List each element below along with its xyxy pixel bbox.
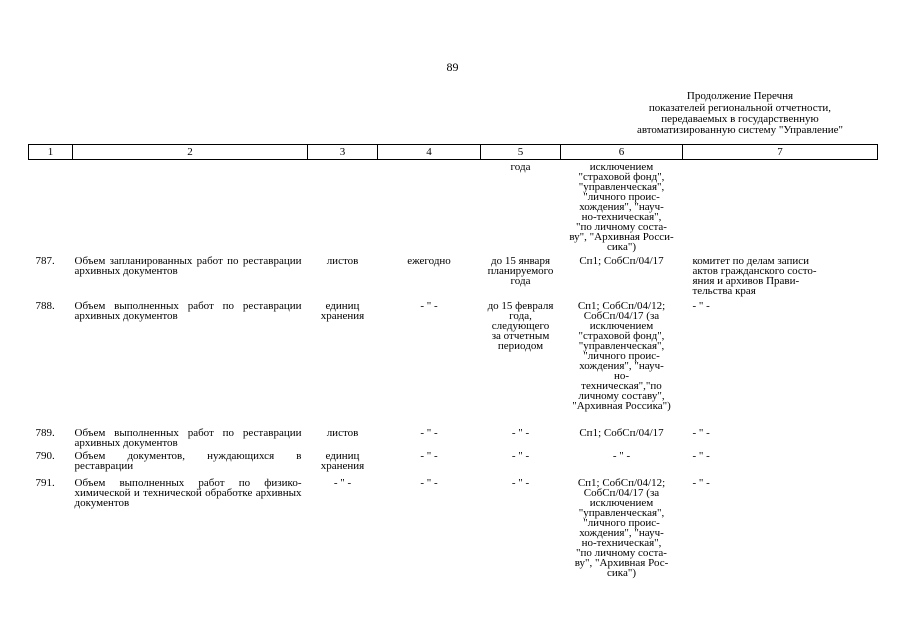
report-form: Сп1; СобСп/04/12; СобСп/04/17 (за исключением "управленческая", "личного проис- хождения", "науч- но-техническая", "по личному соста- ву", "Архивная Рос- сика") <box>574 477 669 579</box>
indicator-name: Объем выполненных работ по физико-химической и технической обработке архивных документов <box>74 477 302 509</box>
table-row-continuation <box>29 160 878 253</box>
row-number: 791. <box>35 477 55 489</box>
periodicity: - " - <box>420 477 438 489</box>
periodicity: - " - <box>420 427 438 439</box>
periodicity: - " - <box>420 450 438 462</box>
responsible-body: - " - <box>692 450 710 462</box>
row-number <box>29 160 73 253</box>
row-number: 788. <box>35 300 55 312</box>
indicator-name: Объем запланированных работ по реставрации архивных документов <box>74 255 302 277</box>
unit: листов <box>326 427 359 439</box>
unit: - " - <box>333 477 352 489</box>
periodicity: ежегодно <box>407 255 451 267</box>
indicator-name <box>73 160 308 253</box>
report-form: - " - <box>612 450 631 462</box>
report-form: Сп1; СобСп/04/17 <box>579 427 664 439</box>
responsible-body: - " - <box>692 427 710 439</box>
unit <box>308 160 378 253</box>
column-number-4: 4 <box>378 145 481 160</box>
column-number-5: 5 <box>481 145 561 160</box>
table-row <box>29 451 878 478</box>
row-number: 790. <box>35 450 55 462</box>
table-row <box>29 428 878 451</box>
submission-term: года <box>510 161 531 173</box>
column-number-3: 3 <box>308 145 378 160</box>
report-form: исключением "страховой фонд", "управленческая", "личного проис- хождения", "науч- но-техническая", "по личному соста- ву", "Архивная Росси- сика") <box>569 161 674 253</box>
submission-term: до 15 января планируемого года <box>487 255 554 287</box>
table-row <box>29 301 878 428</box>
column-number-7: 7 <box>683 145 878 160</box>
responsible-body <box>683 160 878 253</box>
periodicity: - " - <box>420 300 438 312</box>
unit: единиц хранения <box>320 450 365 472</box>
responsible-body: комитет по делам записи актов гражданского состо- яния и архивов Прави- тельства края <box>692 255 817 297</box>
submission-term: до 15 февраля года, следующего за отчетным периодом <box>487 300 554 352</box>
indicator-name: Объем документов, нуждающихся в реставрации <box>74 450 302 472</box>
table-row <box>29 478 878 588</box>
responsible-body: - " - <box>692 300 710 312</box>
heading-subtitle: показателей региональной отчетности, передаваемых в государственную автоматизированную систему "Управление" <box>636 102 844 136</box>
indicators-table <box>28 144 878 588</box>
indicator-name: Объем выполненных работ по реставрации архивных документов <box>74 300 302 322</box>
submission-term: - " - <box>511 450 530 462</box>
column-number-2: 2 <box>73 145 308 160</box>
column-number-row <box>29 145 878 160</box>
column-number-1: 1 <box>29 145 73 160</box>
report-form: Сп1; СобСп/04/17 <box>579 255 664 267</box>
table-row <box>29 252 878 301</box>
heading-title: Продолжение Перечня <box>686 90 794 102</box>
submission-term: - " - <box>511 427 530 439</box>
indicator-name: Объем выполненных работ по реставрации архивных документов <box>74 427 302 449</box>
responsible-body: - " - <box>692 477 710 489</box>
continuation-heading <box>600 91 880 136</box>
report-form: Сп1; СобСп/04/12; СобСп/04/17 (за исключением "страховой фонд", "управленческая", "личного проис- хождения", "науч- но- техническая","по личному составу", "Архивная Россика") <box>572 300 671 412</box>
row-number: 789. <box>35 427 55 439</box>
unit: листов <box>326 255 359 267</box>
page-number: 89 <box>446 60 459 74</box>
row-number: 787. <box>35 255 55 267</box>
column-number-6: 6 <box>561 145 683 160</box>
unit: единиц хранения <box>320 300 365 322</box>
submission-term: - " - <box>511 477 530 489</box>
periodicity <box>378 160 481 253</box>
